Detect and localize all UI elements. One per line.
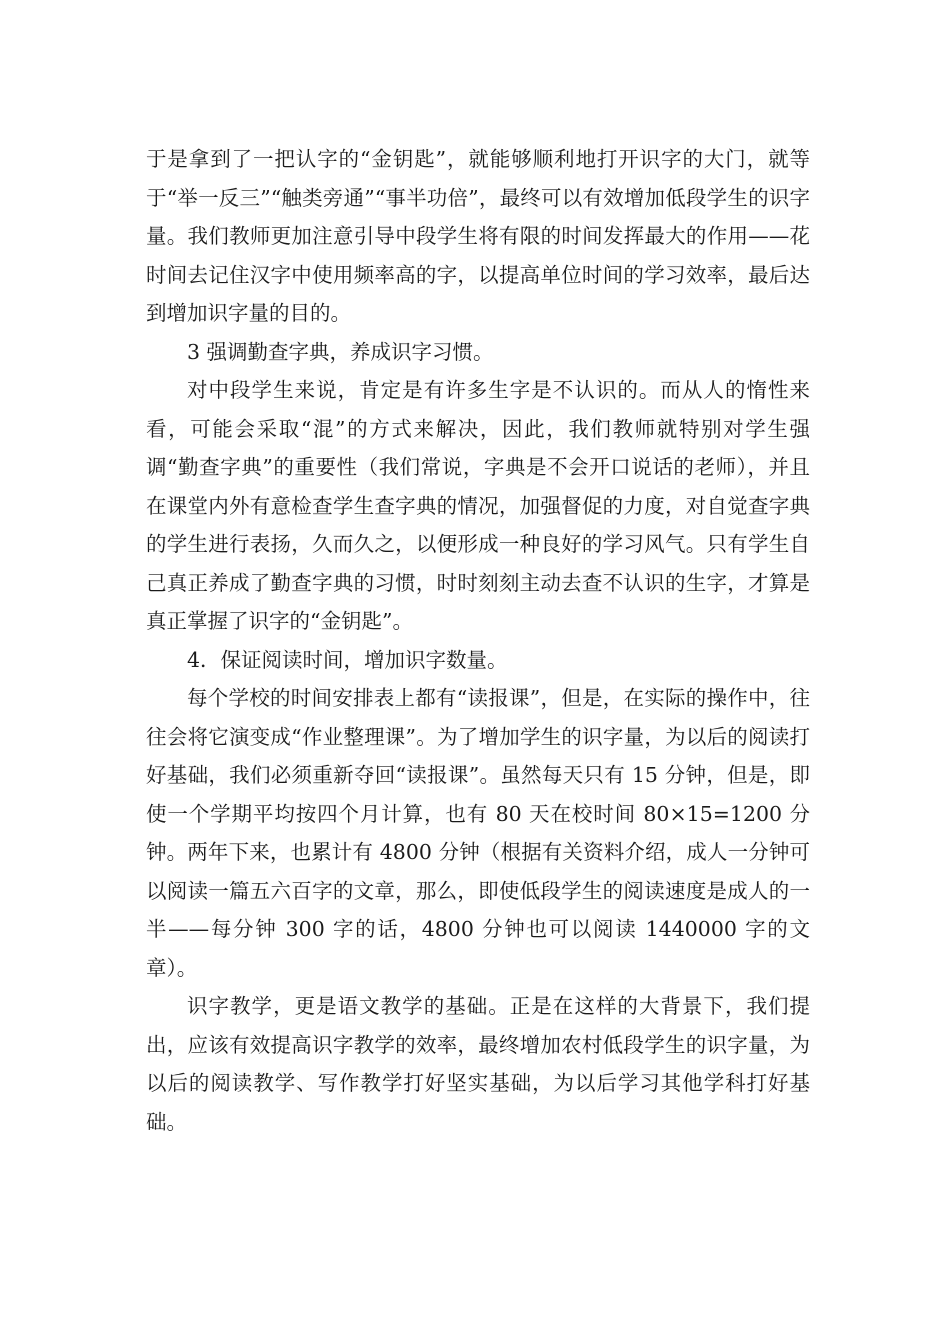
body-paragraph: 于是拿到了一把认字的“金钥匙”，就能够顺利地打开识字的大门，就等于“举一反三”“触类旁通”“事半功倍”，最终可以有效增加低段学生的识字量。我们教师更加注意引导中段学生将有限的时间发挥最大的作用——花时间去记住汉字中使用频率高的字，以提高单位时间的学习效率，最后达到增加识字量的目的。: [146, 147, 810, 325]
body-paragraph: 对中段学生来说，肯定是有许多生字是不认识的。而从人的惰性来看，可能会采取“混”的方式来解决，因此，我们教师就特别对学生强调“勤查字典”的重要性（我们常说，字典是不会开口说话的老师），并且在课堂内外有意检查学生查字典的情况，加强督促的力度，对自觉查字典的学生进行表扬，久而久之，以便形成一种良好的学习风气。只有学生自己真正养成了勤查字典的习惯，时时刻刻主动去查不认识的生字，才算是真正掌握了识字的“金钥匙”。: [146, 378, 810, 633]
section-heading-3: 3 强调勤查字典，养成识字习惯。: [187, 339, 494, 364]
body-paragraph: 识字教学，更是语文教学的基础。正是在这样的大背景下，我们提出，应该有效提高识字教学的效率，最终增加农村低段学生的识字量，为以后的阅读教学、写作教学打好坚实基础，为以后学习其他学科打好基础。: [146, 994, 810, 1134]
section-heading-4: 4．保证阅读时间，增加识字数量。: [187, 647, 508, 672]
body-paragraph: 每个学校的时间安排表上都有“读报课”，但是，在实际的操作中，往往会将它演变成“作业整理课”。为了增加学生的识字量，为以后的阅读打好基础，我们必须重新夺回“读报课”。虽然每天只有 15 分钟，但是，即使一个学期平均按四个月计算，也有 80 天在校时间 80×15=1200 分钟。两年下来，也累计有 4800 分钟（根据有关资料介绍，成人一分钟可以阅读一篇五六百字的文章，那么，即使低段学生的阅读速度是成人的一半——每分钟 300 字的话，4800 分钟也可以阅读 1440000 字的文章）。: [146, 686, 810, 980]
document-body: [146, 140, 810, 1141]
